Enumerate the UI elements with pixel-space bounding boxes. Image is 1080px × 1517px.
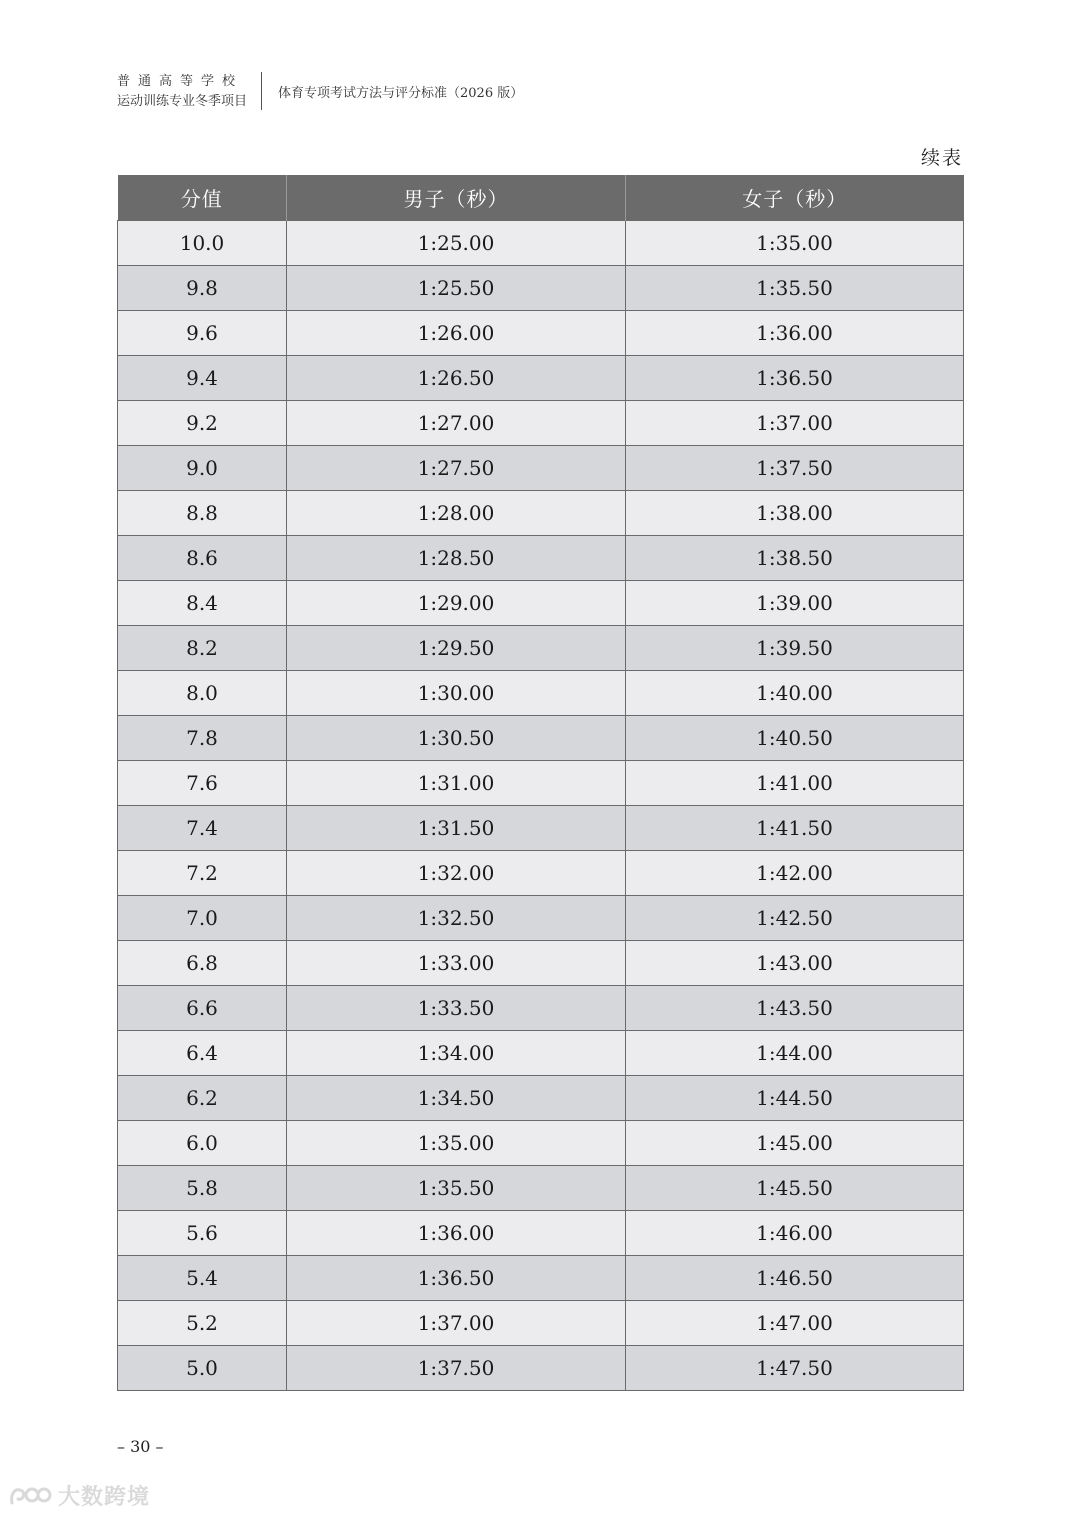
cell-female-time: 1:39.50 (626, 626, 964, 671)
table-row (118, 1211, 964, 1256)
cell-male-time: 1:31.00 (287, 761, 626, 806)
table-row (118, 401, 964, 446)
cell-female-time: 1:35.50 (626, 266, 964, 311)
cell-female-time: 1:45.00 (626, 1121, 964, 1166)
cell-male-time: 1:36.00 (287, 1211, 626, 1256)
cell-female-time: 1:44.00 (626, 1031, 964, 1076)
cell-score: 9.8 (118, 266, 287, 311)
cell-score: 5.0 (118, 1346, 287, 1391)
cell-score: 7.2 (118, 851, 287, 896)
cell-score: 7.8 (118, 716, 287, 761)
cell-female-time: 1:38.50 (626, 536, 964, 581)
cell-male-time: 1:36.50 (287, 1256, 626, 1301)
cell-score: 8.2 (118, 626, 287, 671)
cell-male-time: 1:28.50 (287, 536, 626, 581)
cell-male-time: 1:29.50 (287, 626, 626, 671)
table-row (118, 311, 964, 356)
table-row (118, 941, 964, 986)
table-row (118, 1166, 964, 1211)
table-row (118, 221, 964, 266)
cell-score: 8.0 (118, 671, 287, 716)
table-row (118, 1121, 964, 1166)
header-line-2: 运动训练专业冬季项目 (117, 94, 248, 109)
cell-score: 6.0 (118, 1121, 287, 1166)
header-left-block (117, 72, 262, 110)
cell-female-time: 1:45.50 (626, 1166, 964, 1211)
cell-female-time: 1:42.00 (626, 851, 964, 896)
table-row (118, 806, 964, 851)
cell-female-time: 1:44.50 (626, 1076, 964, 1121)
cell-score: 6.8 (118, 941, 287, 986)
cell-male-time: 1:33.50 (287, 986, 626, 1031)
page-number: – 30 – (117, 1437, 164, 1456)
cell-score: 9.2 (118, 401, 287, 446)
score-table (117, 175, 964, 1391)
cell-male-time: 1:26.00 (287, 311, 626, 356)
cell-score: 9.6 (118, 311, 287, 356)
column-header-female: 女子（秒） (626, 175, 964, 221)
cell-score: 9.4 (118, 356, 287, 401)
table-row (118, 1256, 964, 1301)
table-row (118, 986, 964, 1031)
cell-male-time: 1:26.50 (287, 356, 626, 401)
cell-male-time: 1:31.50 (287, 806, 626, 851)
cell-male-time: 1:27.00 (287, 401, 626, 446)
cell-male-time: 1:30.00 (287, 671, 626, 716)
cell-score: 7.6 (118, 761, 287, 806)
cell-score: 5.4 (118, 1256, 287, 1301)
cell-score: 8.6 (118, 536, 287, 581)
cell-female-time: 1:37.00 (626, 401, 964, 446)
cell-score: 5.6 (118, 1211, 287, 1256)
cell-female-time: 1:46.00 (626, 1211, 964, 1256)
cell-male-time: 1:34.50 (287, 1076, 626, 1121)
cell-female-time: 1:36.00 (626, 311, 964, 356)
cell-female-time: 1:40.00 (626, 671, 964, 716)
column-header-male: 男子（秒） (287, 175, 626, 221)
watermark-logo-icon (8, 1483, 52, 1509)
cell-male-time: 1:28.00 (287, 491, 626, 536)
table-header-row (118, 175, 964, 221)
cell-score: 5.8 (118, 1166, 287, 1211)
cell-male-time: 1:37.00 (287, 1301, 626, 1346)
cell-score: 10.0 (118, 221, 287, 266)
cell-female-time: 1:47.00 (626, 1301, 964, 1346)
cell-male-time: 1:35.00 (287, 1121, 626, 1166)
cell-female-time: 1:47.50 (626, 1346, 964, 1391)
running-header (117, 72, 523, 112)
table-row (118, 266, 964, 311)
table-row (118, 1301, 964, 1346)
cell-score: 8.8 (118, 491, 287, 536)
table-row (118, 1031, 964, 1076)
cell-male-time: 1:35.50 (287, 1166, 626, 1211)
table-row (118, 581, 964, 626)
cell-score: 7.4 (118, 806, 287, 851)
cell-score: 6.6 (118, 986, 287, 1031)
cell-female-time: 1:36.50 (626, 356, 964, 401)
cell-female-time: 1:37.50 (626, 446, 964, 491)
cell-score: 6.4 (118, 1031, 287, 1076)
cell-male-time: 1:27.50 (287, 446, 626, 491)
cell-female-time: 1:38.00 (626, 491, 964, 536)
table-row (118, 626, 964, 671)
cell-score: 7.0 (118, 896, 287, 941)
cell-female-time: 1:46.50 (626, 1256, 964, 1301)
cell-female-time: 1:41.00 (626, 761, 964, 806)
table-body (118, 221, 964, 1391)
cell-female-time: 1:42.50 (626, 896, 964, 941)
header-line-1: 普通高等学校 (117, 74, 244, 89)
cell-male-time: 1:37.50 (287, 1346, 626, 1391)
cell-score: 8.4 (118, 581, 287, 626)
cell-male-time: 1:25.00 (287, 221, 626, 266)
cell-male-time: 1:25.50 (287, 266, 626, 311)
table-row (118, 896, 964, 941)
cell-female-time: 1:41.50 (626, 806, 964, 851)
cell-male-time: 1:34.00 (287, 1031, 626, 1076)
cell-female-time: 1:39.00 (626, 581, 964, 626)
table-row (118, 1346, 964, 1391)
header-title: 体育专项考试方法与评分标准（2026 版） (278, 86, 524, 101)
table-row (118, 356, 964, 401)
table-row (118, 446, 964, 491)
cell-male-time: 1:33.00 (287, 941, 626, 986)
cell-male-time: 1:32.00 (287, 851, 626, 896)
watermark-text: 大数跨境 (58, 1485, 151, 1510)
cell-male-time: 1:29.00 (287, 581, 626, 626)
table-row (118, 491, 964, 536)
cell-male-time: 1:32.50 (287, 896, 626, 941)
cell-female-time: 1:40.50 (626, 716, 964, 761)
table-row (118, 851, 964, 896)
continued-label: 续表 (920, 147, 963, 169)
table-row (118, 1076, 964, 1121)
cell-female-time: 1:43.00 (626, 941, 964, 986)
cell-score: 9.0 (118, 446, 287, 491)
cell-score: 6.2 (118, 1076, 287, 1121)
table-row (118, 536, 964, 581)
watermark (8, 1480, 150, 1511)
cell-female-time: 1:35.00 (626, 221, 964, 266)
cell-male-time: 1:30.50 (287, 716, 626, 761)
cell-score: 5.2 (118, 1301, 287, 1346)
cell-female-time: 1:43.50 (626, 986, 964, 1031)
table-row (118, 761, 964, 806)
table-row (118, 671, 964, 716)
column-header-score: 分值 (118, 175, 287, 221)
table-row (118, 716, 964, 761)
